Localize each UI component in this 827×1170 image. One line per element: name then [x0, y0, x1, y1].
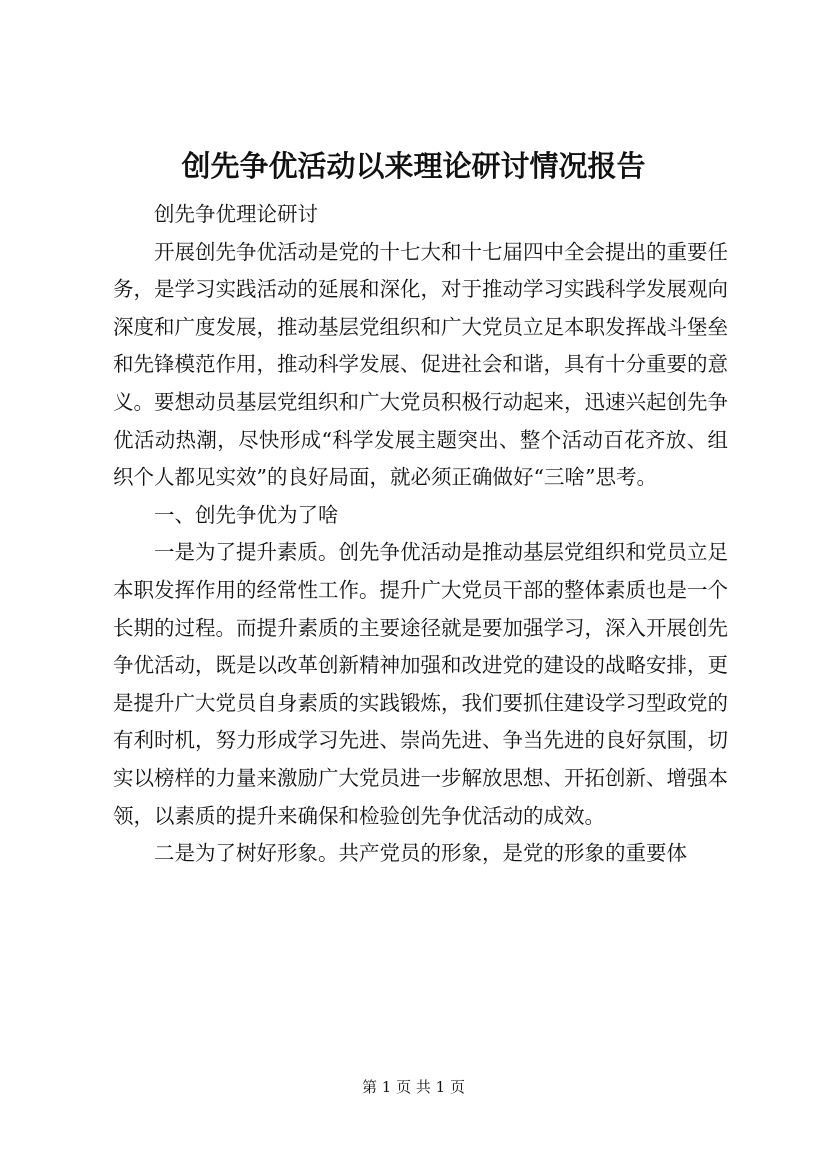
subtitle-paragraph: 创先争优理论研讨 [154, 202, 318, 226]
body-paragraph: 一是为了提升素质。创先争优活动是推动基层党组织和党员立足本职发挥作用的经常性工作。提升广大党员干部的整体素质也是一个长期的过程。而提升素质的主要途径就是要加强学习，深入开展创先争优活动，既是以改革创新精神加强和改进党的建设的战略安排，更是提升广大党员自身素质的实践锻炼，我们要抓住建设学习型政党的有利时机，努力形成学习先进、崇尚先进、争当先进的良好氛围，切实以榜样的力量来激励广大党员进一步解放思想、开拓创新、增强本领，以素质的提升来确保和检验创先争优活动的成效。 [113, 540, 728, 828]
document-body [113, 196, 728, 873]
page-footer [0, 1077, 827, 1097]
document-title: 创先争优活动以来理论研讨情况报告 [181, 149, 646, 183]
body-paragraph: 二是为了树好形象。共产党员的形象，是党的形象的重要体 [154, 841, 687, 866]
page-number: 第 1 页 共 1 页 [362, 1078, 465, 1096]
section-heading: 一、创先争优为了啥 [154, 502, 339, 527]
intro-paragraph: 开展创先争优活动是党的十七大和十七届四中全会提出的重要任务，是学习实践活动的延展和深化，对于推动学习实践科学发展观向深度和广度发展，推动基层党组织和广大党员立足本职发挥战斗堡垒和先锋模范作用，推动科学发展、促进社会和谐，具有十分重要的意义。要想动员基层党组织和广大党员积极行动起来，迅速兴起创先争优活动热潮，尽快形成“科学发展主题突出、整个活动百花齐放、组织个人都见实效”的良好局面，就必须正确做好“三啥”思考。 [113, 239, 728, 490]
